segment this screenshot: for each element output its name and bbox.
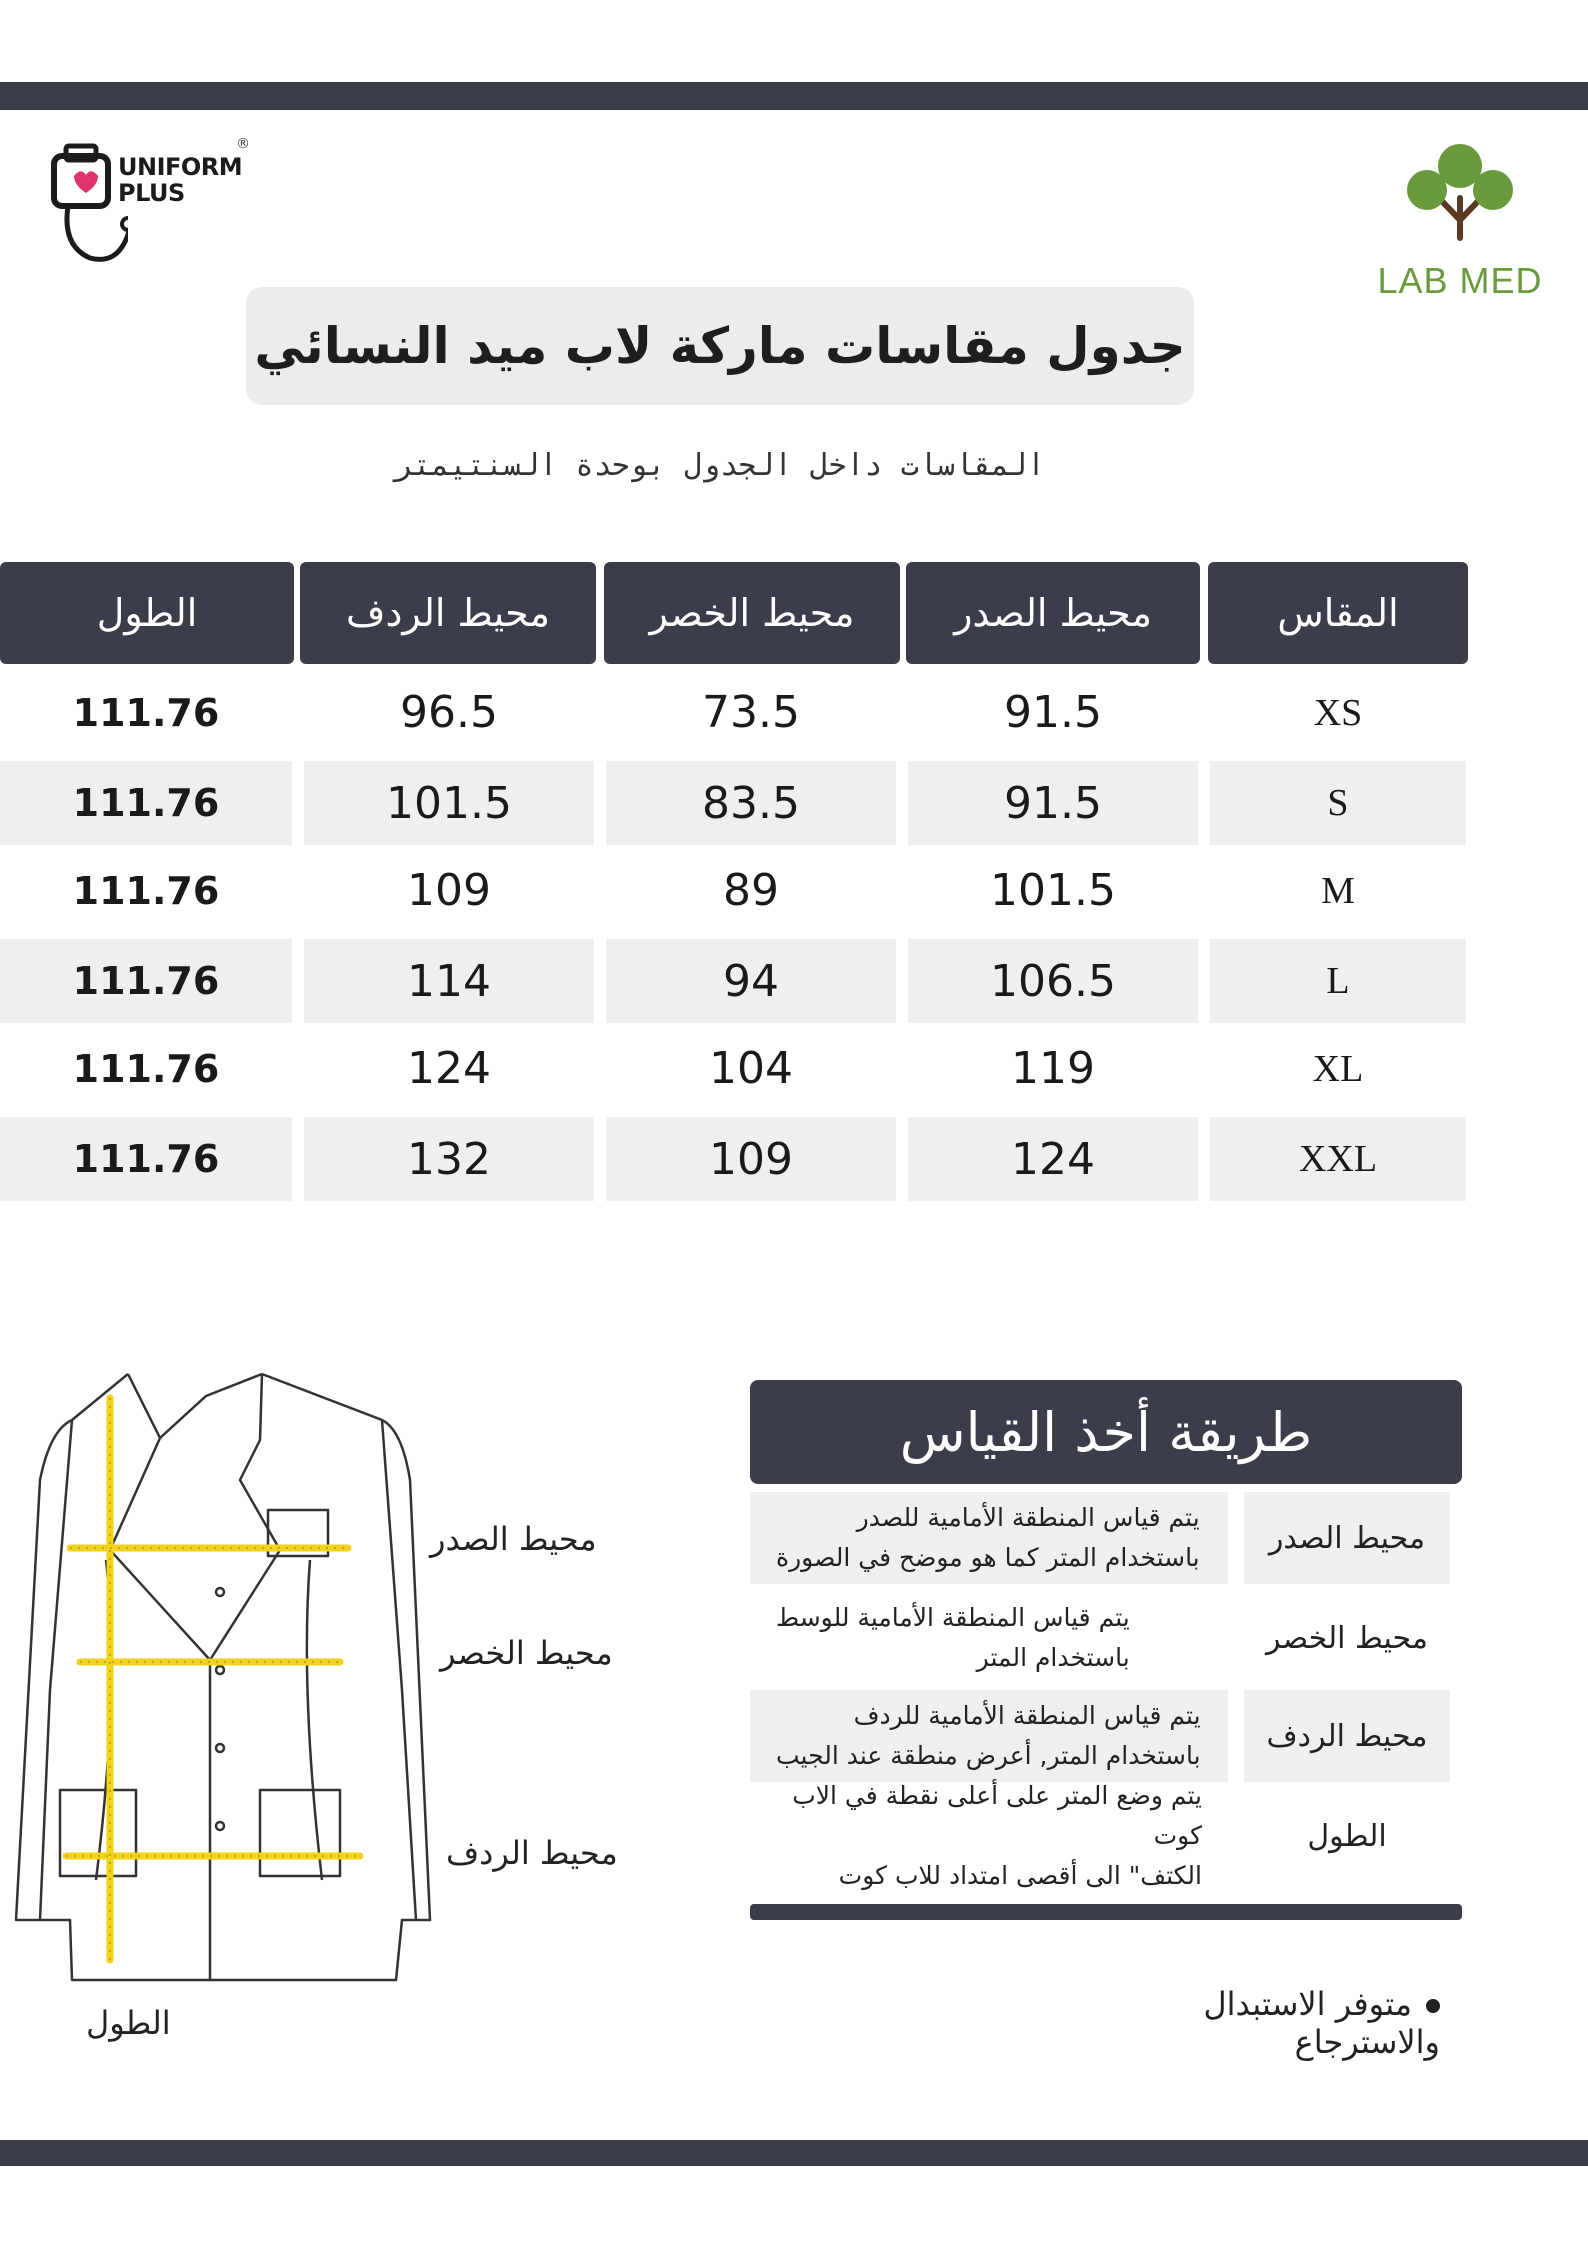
table-header-row xyxy=(0,562,1470,668)
header-hip: محيط الردف xyxy=(300,562,596,664)
brand-line-1: UNIFORM xyxy=(118,153,243,181)
cell-size: XL xyxy=(1312,1047,1364,1090)
tree-icon xyxy=(1375,138,1545,258)
cell-waist: 104 xyxy=(709,1043,793,1094)
diagram-label-waist: محيط الخصر xyxy=(440,1634,613,1672)
lab-med-name: LAB MED xyxy=(1377,260,1543,301)
cell-hip: 101.5 xyxy=(304,761,594,845)
cell-length: 111.76 xyxy=(72,1046,220,1091)
method-row-line-1: يتم قياس المنطقة الأمامية للوسط xyxy=(776,1603,1130,1632)
cell-hip: 132 xyxy=(304,1117,594,1201)
cell-waist: 73.5 xyxy=(702,687,800,738)
method-row-line-2: باستخدام المتر كما هو موضح في الصورة xyxy=(776,1543,1200,1572)
method-row-description xyxy=(750,1592,1228,1684)
bottom-bar xyxy=(0,2140,1588,2166)
table-row xyxy=(0,1113,1470,1202)
method-row xyxy=(750,1592,1450,1684)
diagram-label-length: الطول xyxy=(86,2004,171,2042)
header-waist: محيط الخصر xyxy=(604,562,900,664)
method-row-line-1: يتم وضع المتر على أعلى نقطة في الاب كوت xyxy=(792,1781,1202,1850)
cell-size: XXL xyxy=(1210,1117,1466,1201)
top-bar xyxy=(0,82,1588,110)
method-row-line-2: باستخدام المتر, أعرض منطقة عند الجيب xyxy=(776,1741,1201,1770)
page-subtitle: المقاسات داخل الجدول بوحدة السنتيمتر xyxy=(394,448,1046,483)
size-table xyxy=(0,562,1470,1202)
cell-hip: 109 xyxy=(407,865,491,916)
header-size: المقاس xyxy=(1208,562,1468,664)
cell-chest: 119 xyxy=(1011,1043,1095,1094)
method-row-name: محيط الصدر xyxy=(1244,1492,1450,1584)
method-row-description xyxy=(750,1690,1228,1782)
diagram-label-hip: محيط الردف xyxy=(446,1834,618,1872)
table-row xyxy=(0,1024,1470,1113)
cell-chest: 91.5 xyxy=(908,761,1198,845)
stethoscope-icon xyxy=(48,132,128,272)
method-bottom-bar xyxy=(750,1904,1462,1920)
cell-hip: 114 xyxy=(304,939,594,1023)
page-title-box xyxy=(246,287,1194,405)
method-row-line-2: باستخدام المتر xyxy=(976,1643,1130,1672)
cell-waist: 94 xyxy=(606,939,896,1023)
header-length: الطول xyxy=(0,562,294,664)
brand-line-2: PLUS xyxy=(118,179,185,207)
cell-length: 111.76 xyxy=(72,690,220,735)
lab-coat-diagram xyxy=(10,1360,460,1990)
cell-length: 111.76 xyxy=(0,1117,292,1201)
cell-waist: 83.5 xyxy=(606,761,896,845)
method-row-name: محيط الخصر xyxy=(1266,1620,1428,1656)
cell-length: 111.76 xyxy=(0,761,292,845)
table-row xyxy=(0,668,1470,757)
method-row-description xyxy=(750,1492,1228,1584)
cell-chest: 106.5 xyxy=(908,939,1198,1023)
table-row xyxy=(0,846,1470,935)
bullet-icon xyxy=(1426,1999,1440,2013)
cell-hip: 96.5 xyxy=(400,687,498,738)
lab-coat-illustration xyxy=(10,1360,460,1990)
cell-length: 111.76 xyxy=(72,868,220,913)
method-row-name: الطول xyxy=(1307,1818,1387,1854)
cell-size: XS xyxy=(1313,691,1363,734)
cell-length: 111.76 xyxy=(0,939,292,1023)
method-row xyxy=(750,1690,1450,1782)
registered-mark: ® xyxy=(236,136,250,152)
page-title: جدول مقاسات ماركة لاب ميد النسائي xyxy=(254,317,1186,375)
method-row-line-2: الكتف" الى أقصى امتداد للاب كوت xyxy=(838,1861,1202,1890)
diagram-label-chest: محيط الصدر xyxy=(430,1520,597,1558)
cell-waist: 89 xyxy=(723,865,779,916)
method-row-line-1: يتم قياس المنطقة الأمامية للصدر xyxy=(856,1503,1200,1532)
method-row-description xyxy=(750,1781,1228,1890)
table-row xyxy=(0,935,1470,1024)
method-title: طريقة أخذ القياس xyxy=(750,1380,1462,1484)
table-row xyxy=(0,757,1470,846)
exchange-note-text: متوفر الاستبدال والاسترجاع xyxy=(1203,1985,1440,2061)
header-chest: محيط الصدر xyxy=(906,562,1200,664)
cell-size: S xyxy=(1210,761,1466,845)
uniform-plus-logo xyxy=(48,132,268,282)
cell-chest: 91.5 xyxy=(1004,687,1102,738)
cell-size: M xyxy=(1321,869,1355,912)
exchange-note xyxy=(1060,1985,1440,2061)
method-row-line-1: يتم قياس المنطقة الأمامية للردف xyxy=(853,1701,1201,1730)
cell-hip: 124 xyxy=(407,1043,491,1094)
cell-chest: 101.5 xyxy=(990,865,1116,916)
method-row xyxy=(750,1781,1450,1890)
cell-chest: 124 xyxy=(908,1117,1198,1201)
cell-size: L xyxy=(1210,939,1466,1023)
cell-waist: 109 xyxy=(606,1117,896,1201)
lab-med-logo xyxy=(1375,138,1545,308)
method-row xyxy=(750,1492,1450,1584)
method-row-name: محيط الردف xyxy=(1244,1690,1450,1782)
